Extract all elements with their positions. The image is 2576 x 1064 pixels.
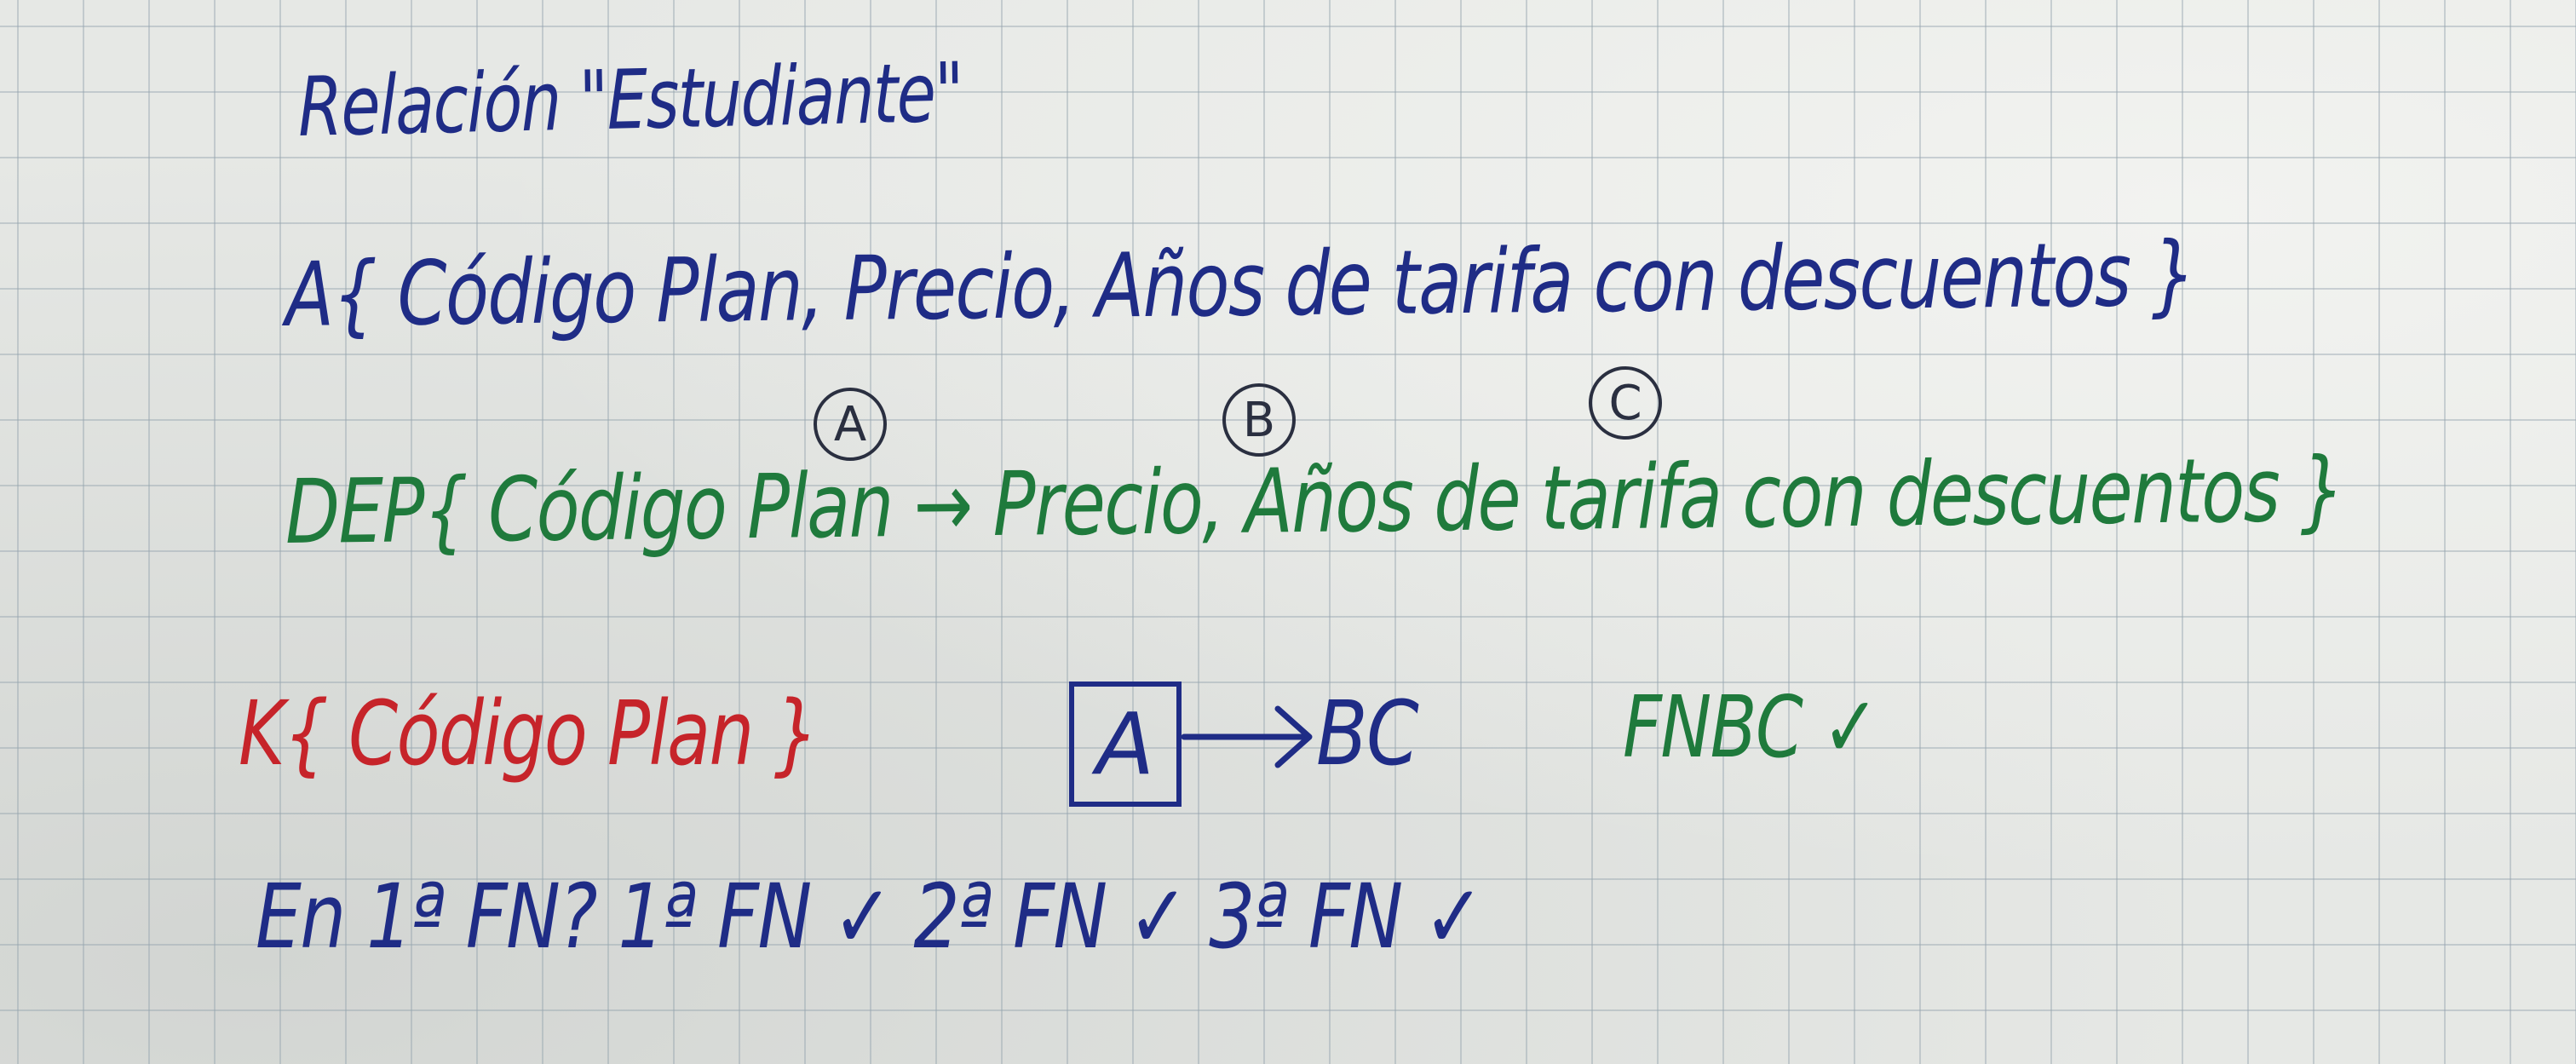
key-line: K{ Código Plan } <box>239 682 818 785</box>
circled-label-b: B <box>1222 383 1296 457</box>
normal-forms-line: En 1ª FN? 1ª FN ✓ 2ª FN ✓ 3ª FN ✓ <box>256 865 1483 969</box>
dependency-target: BC <box>1316 682 1417 785</box>
fnbc-status: FNBC ✓ <box>1623 677 1878 777</box>
relation-title: Relación "Estudiante" <box>297 44 963 155</box>
circled-label-c: C <box>1589 366 1662 440</box>
circled-label-a: A <box>814 388 887 461</box>
arrow-right-icon <box>1180 699 1316 775</box>
dependencies-line: DEP{ Código Plan → Precio, Años de tarifa con descuentos } <box>285 437 2344 564</box>
boxed-determinant: A <box>1069 682 1182 807</box>
attributes-line: A{ Código Plan, Precio, Años de tarifa con descuentos } <box>285 221 2196 347</box>
